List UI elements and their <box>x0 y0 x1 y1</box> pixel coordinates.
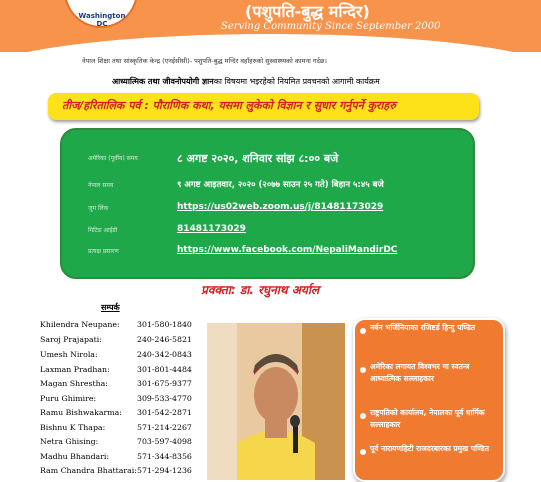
bullet-icon <box>360 413 366 419</box>
contact-phone: 301-542-2871 <box>137 408 192 417</box>
contact-phone: 571-344-8356 <box>137 452 192 461</box>
nepal-time-value: ९ अगष्ट आइतवार, २०२० (२०७७ साउन २५ गते) बिहान ५:४५ बजे <box>177 180 384 190</box>
contact-name: Netra Ghising: <box>40 437 99 446</box>
contact-name: Saroj Prajapati: <box>40 335 102 344</box>
series-heading-bold: आध्यात्मिक तथा जीवनोपयोगी ज्ञान <box>112 77 214 86</box>
bio-item: नर्बन भर्जिनियाका रजिष्टर्ड हिन्दु पण्डित <box>370 323 476 332</box>
bio-item: अमेरिका लगायत विश्वभर मा स्वतन्त्र आध्यात्मिक सल्लाहकार <box>370 362 470 383</box>
zoom-link[interactable]: https://us02web.zoom.us/j/81481173029 <box>177 202 384 212</box>
contact-phone: 301-675-9377 <box>137 379 192 388</box>
contact-phone: 571-214-2267 <box>137 423 192 432</box>
logo-text: Washington DC <box>78 12 126 28</box>
contact-name: Magan Shrestha: <box>40 379 108 388</box>
us-time-value: ८ अगष्ट २०२०, शनिवार सांझ ८:०० बजे <box>177 152 339 165</box>
mandir-name: (पशुपति-बुद्ध मन्दिर) <box>245 2 370 21</box>
speaker-photo <box>207 323 345 480</box>
bio-item: पूर्व नारायणहिटी राजदरबारका प्रमुख पण्डित <box>370 444 489 453</box>
contact-phone: 571-294-1236 <box>137 466 192 475</box>
contact-name: Ramu Bishwakarma: <box>40 408 122 417</box>
contact-name: Madhu Bhandari: <box>40 452 110 461</box>
contact-phone: 301-801-4484 <box>137 365 192 374</box>
contact-name: Khilendra Neupane: <box>40 320 120 329</box>
zoom-link-label: जुम लिंक <box>88 205 109 212</box>
meeting-id-label: मिटिङ आईडी <box>88 227 118 234</box>
contact-phone: 240-246-5821 <box>137 335 192 344</box>
contact-name: Umesh Nirola: <box>40 350 98 359</box>
contacts-title: सम्पर्क <box>101 303 120 312</box>
contact-name: Laxman Pradhan: <box>40 365 110 374</box>
contact-name: Bishnu K Thapa: <box>40 423 106 432</box>
speaker-bio-box <box>353 318 505 482</box>
facebook-live-link[interactable]: https://www.facebook.com/NepaliMandirDC <box>177 245 398 255</box>
contact-phone: 703-597-4098 <box>137 437 192 446</box>
contact-name: Puru Ghimire: <box>40 394 97 403</box>
meeting-id[interactable]: 81481173029 <box>177 224 246 234</box>
series-heading-rest: का विषयमा भइरहेको नियमित प्रवचनको आगामी कार्यक्रम <box>213 77 380 86</box>
contact-phone: 240-342-0843 <box>137 350 192 359</box>
series-heading <box>112 76 380 87</box>
speaker-photo-art <box>207 323 345 480</box>
tagline: Serving Community Since September 2000 <box>221 21 441 32</box>
topic-title: तीज/हरितालिक पर्व : पौराणिक कथा, यसमा लुकेको विज्ञान र सुधार गर्नुपर्ने कुराहरु <box>62 99 396 112</box>
contact-phone: 309-533-4770 <box>137 394 192 403</box>
us-time-label: अमेरिका (पूर्वीय) समय <box>88 155 138 162</box>
contact-name: Ram Chandra Bhattarai: <box>40 466 137 475</box>
contact-phone: 301-580-1840 <box>137 320 192 329</box>
speaker-name: प्रवक्ता: डा. रघुनाथ अर्याल <box>201 283 320 297</box>
bullet-icon <box>360 449 366 455</box>
bullet-icon <box>360 328 366 334</box>
nepal-time-label: नेपाल समय <box>88 182 114 189</box>
live-stream-label: प्रत्यक्ष प्रसारण <box>88 248 119 255</box>
bio-item: राष्ट्रपतिको कार्यालय, नेपालका पूर्व धार्मिक सल्लाहकार <box>370 408 485 429</box>
intro-text: नेपाल शिक्षा तथा सांस्कृतिक केन्द्र (एनईसीसी)- पशुपति-बुद्ध मन्दिर वहाँहरुको सुस्वास्थ्यको कामना गर्दछ। <box>82 57 327 65</box>
bullet-icon <box>360 367 366 373</box>
